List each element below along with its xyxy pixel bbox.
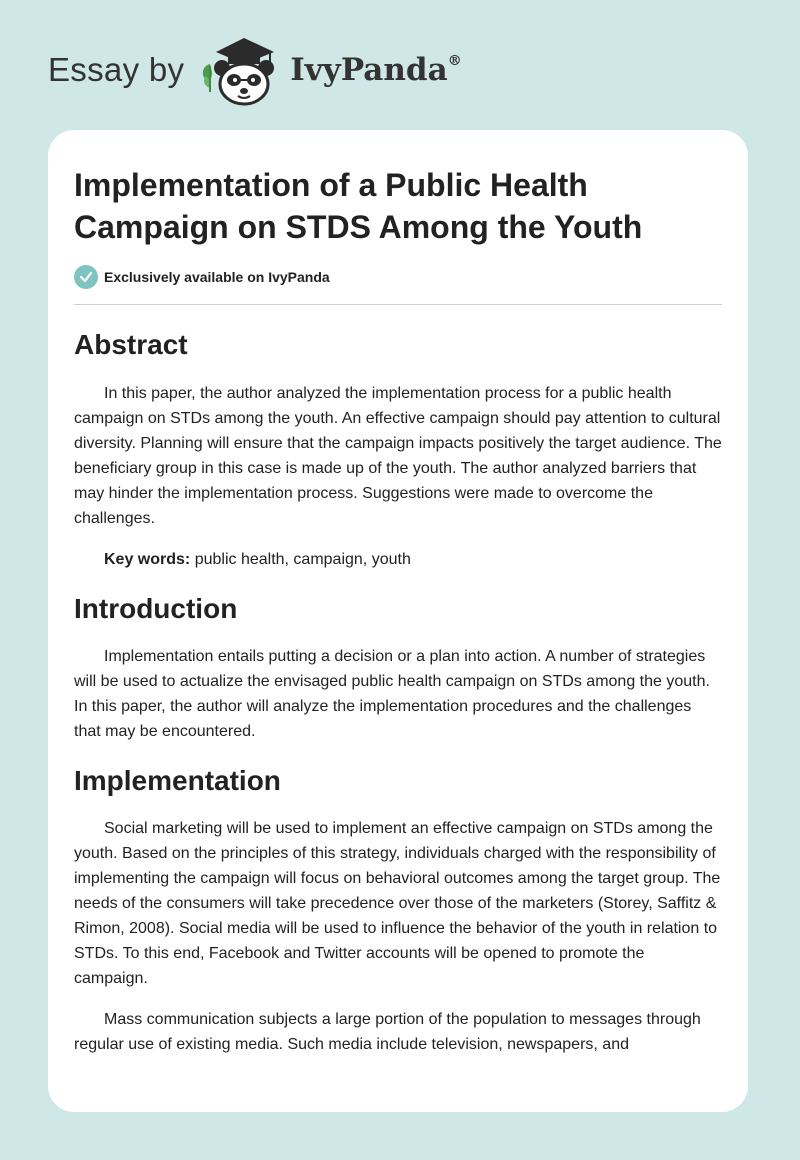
introduction-paragraph: Implementation entails putting a decision or a plan into action. A number of strategies will be used to actualize the envisaged public health campaign on STDs among the youth. In this paper, the author will analyze the implementation procedures and the challenges that may be encountered. [74, 648, 710, 740]
keywords-line [74, 547, 722, 572]
divider [74, 304, 722, 305]
site-header [48, 30, 748, 110]
introduction-heading: Introduction [74, 593, 238, 624]
check-circle-icon [74, 265, 98, 289]
implementation-paragraph-2: Mass communication subjects a large portion of the population to messages through regular use of existing media. Such media include television, newspapers, and [74, 1011, 701, 1053]
brand-name[interactable]: IvyPanda® [290, 52, 462, 88]
implementation-paragraph-1: Social marketing will be used to implement an effective campaign on STDs among the youth. Based on the principles of this strategy, individuals charged with the responsibility of implementing the campaign will focus on behavioral outcomes among the target group. The needs of the consumers will take precedence over those of the marketers (Storey, Saffitz & Rimon, 2008). Social media will be used to influence the behavior of the youth in relation to STDs. To this end, Facebook and Twitter accounts will be opened to promote the campaign. [74, 820, 721, 987]
keywords-values: public health, campaign, youth [190, 551, 411, 568]
page-title: Implementation of a Public Health Campaign on STDS Among the Youth [74, 167, 643, 245]
essay-by-label: Essay by [48, 51, 185, 88]
implementation-heading: Implementation [74, 765, 281, 796]
panda-graduate-icon[interactable] [198, 30, 286, 110]
exclusive-text: Exclusively available on IvyPanda [104, 269, 330, 285]
abstract-heading: Abstract [74, 329, 188, 360]
abstract-paragraph: In this paper, the author analyzed the implementation process for a public health campaign on STDs among the youth. An effective campaign should pay attention to cultural diversity. Planning will ensure that the campaign impacts positively the target audience. The beneficiary group in this case is made up of the youth. The author analyzed barriers that may hinder the implementation process. Suggestions were made to overcome the challenges. [74, 385, 722, 527]
keywords-label: Key words: [104, 551, 191, 568]
essay-card [48, 130, 748, 1112]
exclusive-badge [74, 264, 722, 290]
